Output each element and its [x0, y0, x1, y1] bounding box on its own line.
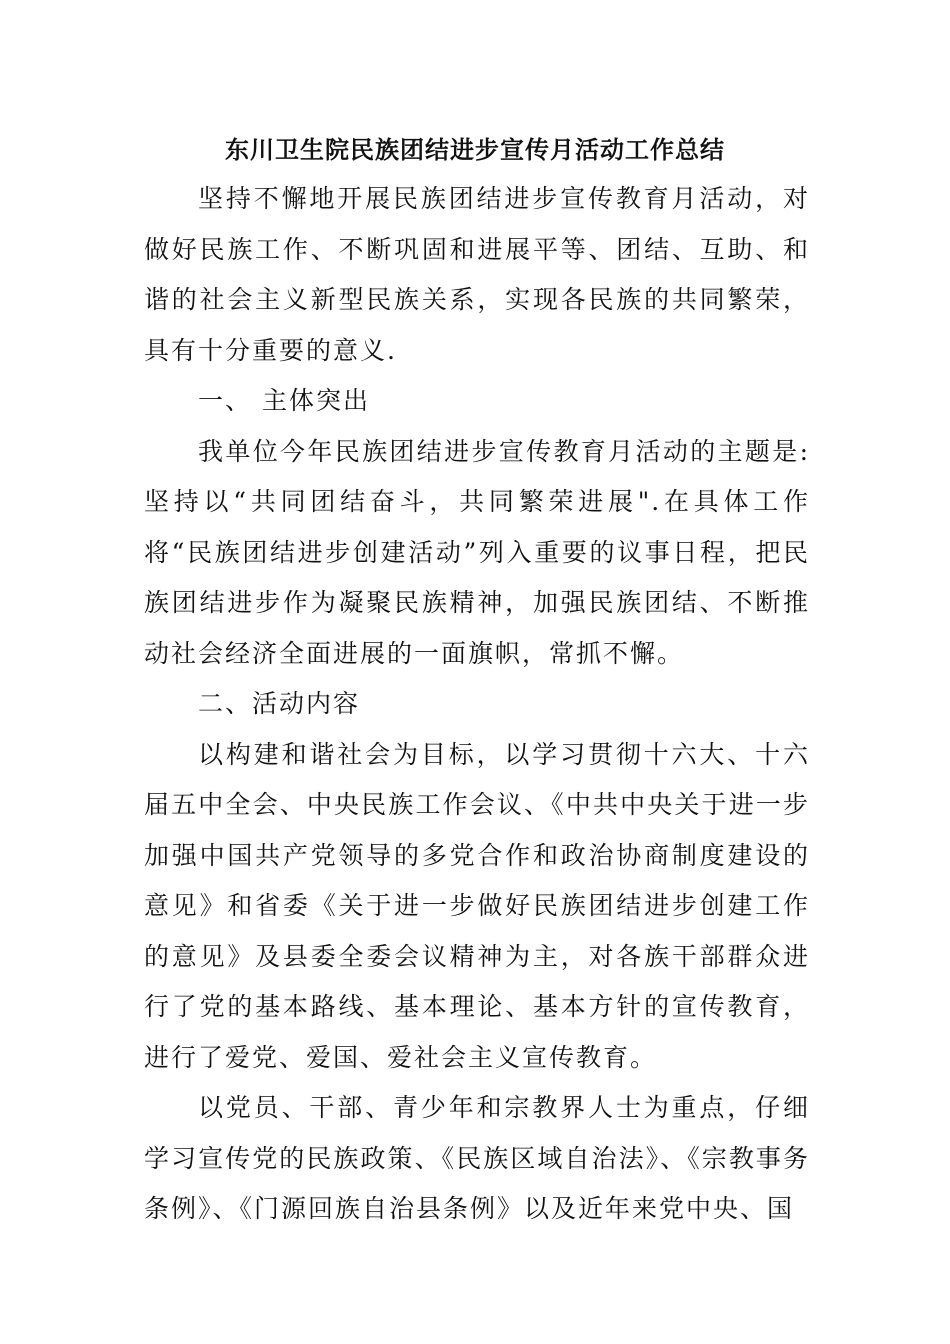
document-title: 东川卫生院民族团结进步宣传月活动工作总结 [225, 135, 725, 164]
paragraph-content: 以构建和谐社会为目标，以学习贯彻十六大、十六届五中全会、中央民族工作会议、《中共中央关于进一步加强中国共产党领导的多党合作和政治协商制度建设的意见》和省委《关于进一步做好民族团结进步创建工作的意见》及县委全委会议精神为主，对各族干部群众进行了党的基本路线、基本理论、基本方针的宣传教育，进行了爱党、爱国、爱社会主义宣传教育。 [144, 739, 810, 1072]
section-heading-2: 二、活动内容 [198, 689, 361, 718]
paragraph-intro: 坚持不懈地开展民族团结进步宣传教育月活动，对做好民族工作、不断巩固和进展平等、团结、互助、和谐的社会主义新型民族关系，实现各民族的共同繁荣，具有十分重要的意义. [144, 184, 810, 365]
document-body [144, 174, 810, 1235]
paragraph-focus: 以党员、干部、青少年和宗教界人士为重点，仔细学习宣传党的民族政策、《民族区域自治法》、《宗教事务条例》、《门源回族自治县条例》以及近年来党中央、国 [144, 1093, 810, 1223]
paragraph-theme: 我单位今年民族团结进步宣传教育月活动的主题是:坚持以“共同团结奋斗，共同繁荣进展".在具体工作将“民族团结进步创建活动”列入重要的议事日程，把民族团结进步作为凝聚民族精神，加强民族团结、不断推动社会经济全面进展的一面旗帜，常抓不懈。 [144, 436, 810, 668]
section-heading-1: 一、 主体突出 [198, 386, 370, 415]
